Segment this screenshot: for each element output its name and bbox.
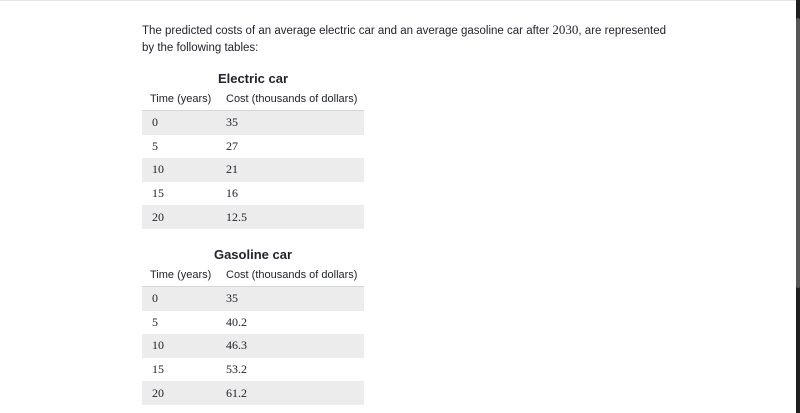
cell-time: 0	[142, 287, 218, 311]
cell-cost: 61.2	[218, 381, 364, 405]
gasoline-car-table	[142, 264, 364, 405]
table-row	[142, 334, 364, 358]
cell-cost: 12.5	[218, 205, 364, 229]
scrollbar-track[interactable]	[796, 0, 800, 413]
table-row	[142, 381, 364, 405]
cell-time: 0	[142, 111, 218, 135]
cell-time: 5	[142, 311, 218, 335]
table-row	[142, 135, 364, 159]
header-cost: Cost (thousands of dollars)	[218, 88, 364, 111]
cell-time: 20	[142, 381, 218, 405]
cell-cost: 16	[218, 182, 364, 206]
cell-cost: 53.2	[218, 358, 364, 382]
table-row	[142, 111, 364, 135]
header-cost: Cost (thousands of dollars)	[218, 264, 364, 287]
table-row	[142, 182, 364, 206]
table-header-row	[142, 264, 364, 287]
intro-text-start: The predicted costs of an average electric car and an average gasoline car after	[142, 25, 553, 37]
cell-cost: 21	[218, 158, 364, 182]
top-divider	[0, 0, 796, 1]
intro-paragraph	[142, 22, 672, 56]
electric-car-table-block	[142, 70, 364, 229]
intro-text-end: , are represented by the following tables:	[142, 25, 666, 54]
cell-cost: 35	[218, 111, 364, 135]
table-row	[142, 205, 364, 229]
table-header-row	[142, 88, 364, 111]
cell-cost: 35	[218, 287, 364, 311]
table-row	[142, 311, 364, 335]
electric-car-title: Electric car	[217, 71, 289, 86]
scrollbar-thumb[interactable]	[796, 18, 800, 288]
cell-cost: 27	[218, 135, 364, 159]
gasoline-car-title: Gasoline car	[213, 247, 293, 262]
gasoline-car-table-block	[142, 246, 364, 405]
cell-time: 15	[142, 358, 218, 382]
cell-time: 15	[142, 182, 218, 206]
cell-time: 10	[142, 334, 218, 358]
intro-year: 2030	[552, 22, 579, 37]
table-row	[142, 158, 364, 182]
header-time: Time (years)	[142, 88, 218, 111]
cell-time: 10	[142, 158, 218, 182]
cell-cost: 40.2	[218, 311, 364, 335]
header-time: Time (years)	[142, 264, 218, 287]
cell-cost: 46.3	[218, 334, 364, 358]
electric-car-table	[142, 88, 364, 229]
cell-time: 5	[142, 135, 218, 159]
table-row	[142, 287, 364, 311]
table-row	[142, 358, 364, 382]
cell-time: 20	[142, 205, 218, 229]
